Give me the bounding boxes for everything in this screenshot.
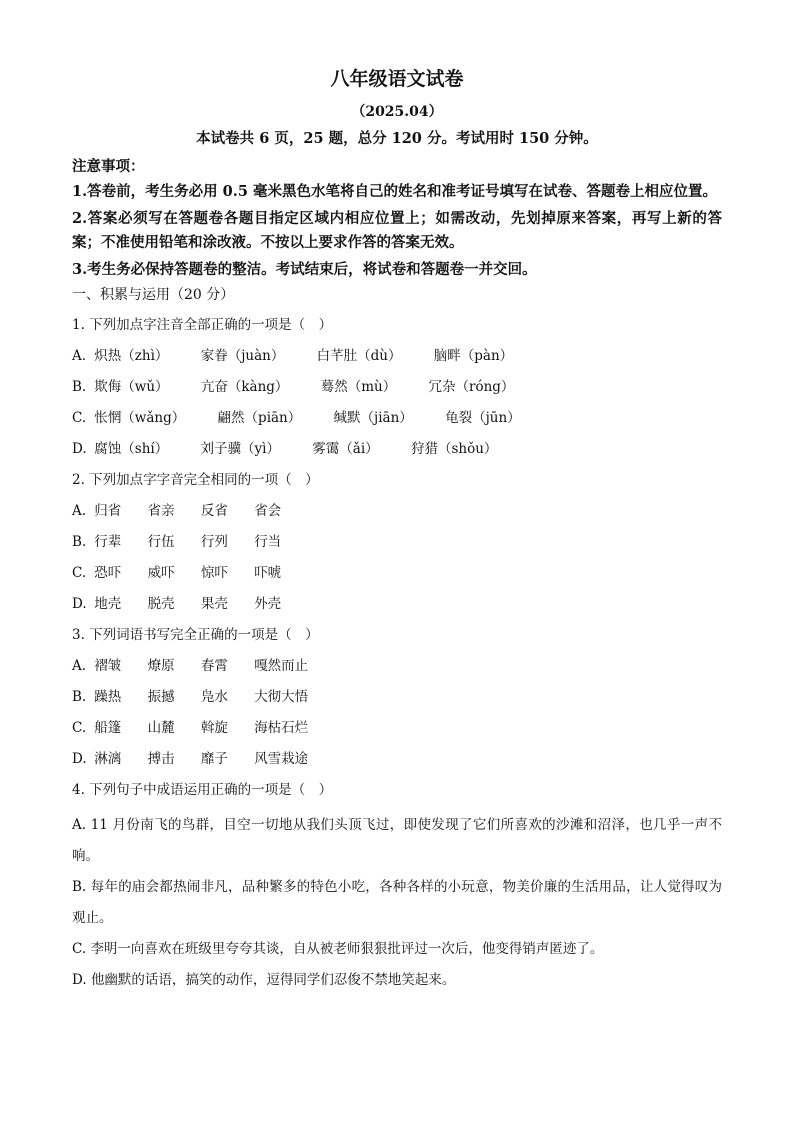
option-word: 省亲 [147,503,175,519]
option-text: 每年的庙会都热闹非凡，品种繁多的特色小吃，各种各样的小玩意，物美价廉的生活用品，让人觉得叹为观止。 [72,879,723,926]
option-word: 行列 [200,534,228,550]
q1-option-d [72,438,722,460]
option-word: 行当 [254,534,282,550]
q2-option-a [72,500,722,522]
option-word: 威吓 [147,565,175,581]
option-word: 惊吓 [200,565,228,581]
q4-option-c [72,934,722,965]
option-letter: A. [72,348,87,364]
question-4-stem: 4. 下列句子中成语运用正确的一项是（ ） [72,782,333,798]
option-letter: C. [72,565,87,581]
option-word: 凫水 [200,689,228,705]
q1-option-b [72,376,722,398]
question-3-stem: 3. 下列词语书写完全正确的一项是（ ） [72,627,319,643]
option-word: 振撼 [147,689,175,705]
notice-item: 1.答卷前，考生务必用 0.5 毫米黑色水笔将自己的姓名和准考证号填写在试卷、答题卷上相应位置。 [72,183,717,200]
option-text: 他幽默的话语，搞笑的动作，逗得同学们忍俊不禁地笑起来。 [90,972,456,988]
q4-option-d [72,965,722,996]
q3-option-b [72,686,722,708]
option-word: 反省 [200,503,228,519]
exam-summary: 本试卷共 6 页，25 题，总分 120 分。考试用时 150 分钟。 [196,130,598,147]
option-letter: D. [72,596,87,612]
option-word: 欺侮（wǔ） [94,379,169,395]
option-word: 脱壳 [147,596,175,612]
option-letter: A. [72,817,87,833]
q1-option-a [72,345,722,367]
question-1-stem: 1. 下列加点字注音全部正确的一项是（ ） [72,317,333,333]
q3-option-a [72,655,722,677]
option-letter: A. [72,503,87,519]
option-word: 风雪栽途 [254,751,309,767]
option-letter: C. [72,720,87,736]
option-word: 行辈 [94,534,122,550]
option-word: 燎原 [147,658,175,674]
option-word: 炽热（zhì） [94,348,169,364]
option-letter: B. [72,379,87,395]
q1-option-c [72,407,722,429]
option-text: 11 月份南飞的鸟群，目空一切地从我们头顶飞过，即使发现了它们所喜欢的沙滩和沼泽，也几乎一声不响。 [72,817,722,864]
q4-option-b [72,872,722,934]
option-word: 怅惘（wǎng） [94,410,186,426]
option-word: 斡旋 [200,720,228,736]
option-word: 地壳 [94,596,122,612]
option-word: 腐蚀（shí） [94,441,169,457]
option-word: 冗杂（róng） [428,379,515,395]
option-word: 船篷 [94,720,122,736]
section-title: 一、积累与运用（20 分） [72,287,235,303]
option-word: 脑畔（pàn） [433,348,514,364]
option-word: 龟裂（jūn） [445,410,521,426]
exam-date: （2025.04） [351,104,443,120]
option-word: 归省 [94,503,122,519]
option-word: 躁热 [94,689,122,705]
q3-option-d [72,748,722,770]
option-word: 淋漓 [94,751,122,767]
option-word: 搏击 [147,751,175,767]
q2-option-b [72,531,722,553]
option-letter: A. [72,658,87,674]
option-text: 李明一向喜欢在班级里夸夸其谈，自从被老师狠狠批评过一次后，他变得销声匿迹了。 [90,941,604,957]
option-letter: B. [72,689,87,705]
option-word: 褶皱 [94,658,122,674]
exam-page [72,66,722,996]
notice-item: 2.答案必须写在答题卷各题目指定区域内相应位置上；如需改动，先划掉原来答案，再写上新的答案；不准使用铅笔和涂改液。不按以上要求作答的答案无效。 [72,209,722,251]
option-word: 蓦然（mù） [320,379,397,395]
notice-item: 3.考生务必保持答题卷的整洁。考试结束后，将试卷和答题卷一并交回。 [72,260,537,278]
option-word: 海枯石烂 [254,720,309,736]
option-letter: C. [72,941,87,957]
option-word: 亢奋（kàng） [200,379,289,395]
option-word: 刘子骥（yì） [200,441,280,457]
option-word: 外壳 [254,596,282,612]
notice-heading: 注意事项： [72,158,145,175]
question-2-stem: 2. 下列加点字字音完全相同的一项（ ） [72,472,319,488]
option-letter: B. [72,879,87,895]
option-word: 家眷（juàn） [200,348,285,364]
option-word: 恐吓 [94,565,122,581]
option-letter: B. [72,534,87,550]
option-word: 春霄 [200,658,228,674]
q3-option-c [72,717,722,739]
option-letter: D. [72,972,87,988]
option-word: 行伍 [147,534,175,550]
option-word: 缄默（jiān） [333,410,413,426]
option-word: 靡子 [200,751,228,767]
exam-title: 八年级语文试卷 [330,68,464,90]
option-letter: C. [72,410,87,426]
q4-option-a [72,810,722,872]
q2-option-c [72,562,722,584]
option-word: 狩猎（shǒu） [410,441,498,457]
option-word: 嘎然而止 [254,658,309,674]
option-word: 翩然（piān） [217,410,302,426]
option-word: 果壳 [200,596,228,612]
option-word: 白芊肚（dù） [316,348,402,364]
option-word: 大彻大悟 [254,689,309,705]
option-word: 雾霭（ǎi） [312,441,379,457]
option-word: 省会 [254,503,282,519]
option-word: 山麓 [147,720,175,736]
option-letter: D. [72,441,87,457]
option-letter: D. [72,751,87,767]
option-word: 吓唬 [254,565,282,581]
q2-option-d [72,593,722,615]
